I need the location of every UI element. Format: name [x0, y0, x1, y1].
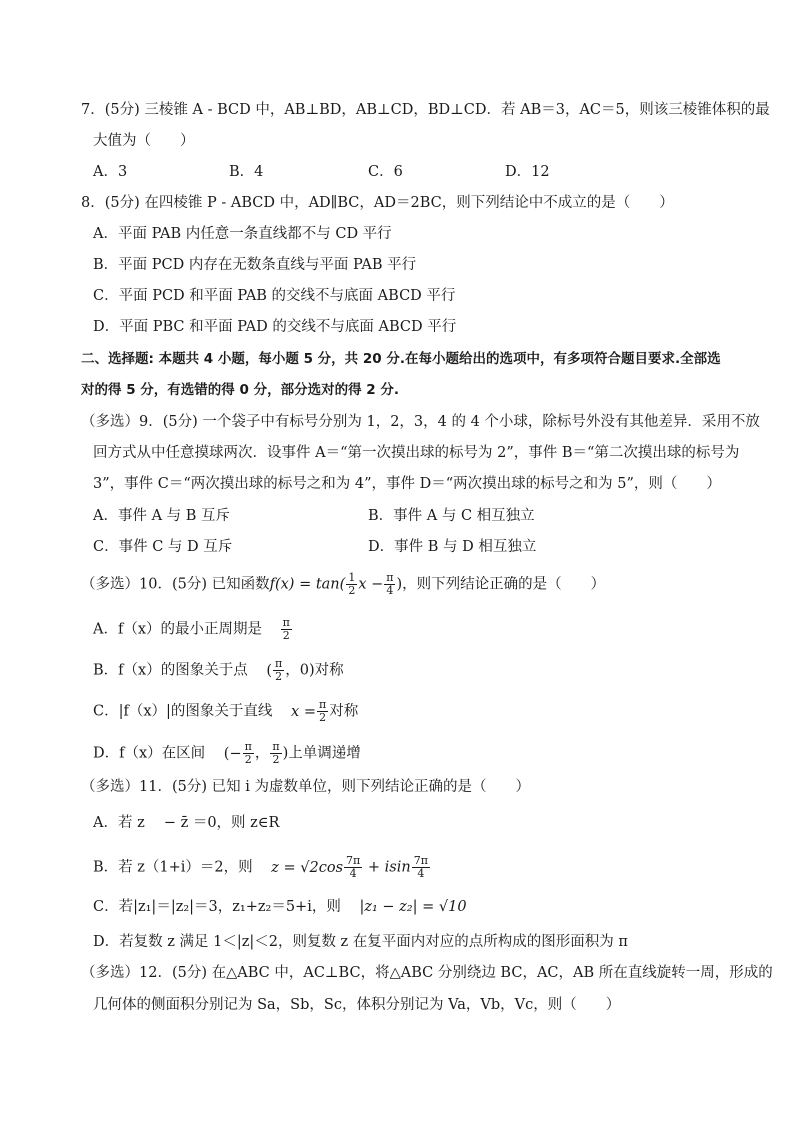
q9-option-c: C．事件 C 与 D 互斥: [93, 539, 233, 555]
q10-stem-suffix: )，则下列结论正确的是（ ）: [396, 576, 606, 593]
q11-option-b: B．若 z（1+i）＝2，则 z = √2cos $\frac{7\pi}{4}$ + isin $\frac{7\pi}{4}$: [93, 854, 428, 880]
q10-d-frac2: $\frac{\pi}{2}$: [272, 740, 280, 766]
q11-option-c: C．若|z₁|＝|z₂|＝3，z₁+z₂＝5+i，则 |z₁ − z₂| = √10: [93, 899, 467, 915]
q7-option-a: A．3: [93, 164, 128, 180]
q12-stem-line1: （多选）12．(5分) 在△ABC 中，AC⊥BC，将△ABC 分别绕边 BC，AC，AB 所在直线旋转一周，形成的: [81, 965, 773, 981]
q9-option-b: B．事件 A 与 C 相互独立: [368, 508, 535, 524]
q8-stem: 8．(5分) 在四棱锥 P - ABCD 中，AD∥BC，AD＝2BC，则下列结论中不成立的是（ ）: [81, 195, 674, 211]
q10-c-frac: $\frac{\pi}{2}$: [318, 698, 327, 724]
q10-x-minus: x −: [358, 576, 384, 593]
q8-option-b: B．平面 PCD 内存在无数条直线与平面 PAB 平行: [93, 257, 417, 273]
q11-option-d: D．若复数 z 满足 1＜|z|＜2，则复数 z 在复平面内对应的点所构成的图形面积为 π: [93, 934, 628, 950]
q8-option-a: A．平面 PAB 内任意一条直线都不与 CD 平行: [93, 226, 392, 242]
q10-stem: [81, 572, 605, 597]
q9-option-d: D．事件 B 与 D 相互独立: [368, 539, 537, 555]
q7-option-b: B．4: [229, 164, 264, 180]
q10-option-b: B．f（x）的图象关于点 ( $\frac{\pi}{2}$ ，0)对称: [93, 657, 344, 683]
q7-stem-line1: 7．(5分) 三棱锥 A - BCD 中，AB⊥BD，AB⊥CD，BD⊥CD．若 AB＝3，AC＝5，则该三棱锥体积的最: [81, 102, 770, 118]
q9-stem-line1: （多选）9．(5分) 一个袋子中有标号分别为 1，2，3，4 的 4 个小球，除标号外没有其他差异．采用不放: [81, 414, 760, 430]
q11-b-frac2: $\frac{7\pi}{4}$: [413, 854, 428, 880]
q11-option-a: A．若 z − z̄ ＝0，则 z∈R: [93, 815, 280, 831]
q10-option-d: D．f（x）在区间 (− $\frac{\pi}{2}$ ， $\frac{\pi}{2}$ )上单调递增: [93, 740, 361, 766]
q10-option-a: A．f（x）的最小正周期是 $\frac{\pi}{2}$: [93, 616, 290, 642]
q8-option-d: D．平面 PBC 和平面 PAD 的交线不与底面 ABCD 平行: [93, 319, 457, 335]
q7-option-d: D．12: [505, 164, 550, 180]
q10-b-frac: $\frac{\pi}{2}$: [274, 657, 283, 683]
q10-stem-prefix: （多选）10．(5分) 已知函数: [81, 576, 270, 593]
q7-option-c: C．6: [368, 164, 403, 180]
q11-b-frac1: $\frac{7\pi}{4}$: [346, 854, 361, 880]
q9-option-a: A．事件 A 与 B 互斥: [93, 508, 231, 524]
q10-d-frac1: $\frac{\pi}{2}$: [244, 740, 252, 766]
q10-a-frac: $\frac{\pi}{2}$: [282, 616, 290, 642]
q9-stem-line2: 回方式从中任意摸球两次．设事件 A＝“第一次摸出球的标号为 2”，事件 B＝“第二次摸出球的标号为: [93, 445, 740, 461]
q8-option-c: C．平面 PCD 和平面 PAB 的交线不与底面 ABCD 平行: [93, 288, 456, 304]
q10-frac-half: $\frac{1}{2}$: [348, 571, 356, 597]
q10-option-c: C．|f（x）|的图象关于直线 x = $\frac{\pi}{2}$ 对称: [93, 698, 359, 724]
q10-frac-pi4: $\frac{\pi}{4}$: [386, 571, 394, 597]
q11-stem: （多选）11．(5分) 已知 i 为虚数单位，则下列结论正确的是（ ）: [81, 779, 530, 795]
q9-stem-line3: 3”，事件 C＝“两次摸出球的标号之和为 4”，事件 D＝“两次摸出球的标号之和为 5”，则（ ）: [93, 476, 721, 492]
q12-stem-line2: 几何体的侧面积分别记为 Sa，Sb，Sc，体积分别记为 Va，Vb，Vc，则（ ）: [93, 997, 621, 1013]
q7-stem-line2: 大值为（ ）: [93, 133, 195, 149]
section2-heading-line1: 二、选择题: 本题共 4 小题，每小题 5 分，共 20 分.在每小题给出的选项中，有多项符合题目要求.全部选: [81, 351, 721, 367]
q10-function: f(x) = tan(: [269, 576, 346, 593]
section2-heading-line2: 对的得 5 分，有选错的得 0 分，部分选对的得 2 分.: [81, 382, 400, 398]
